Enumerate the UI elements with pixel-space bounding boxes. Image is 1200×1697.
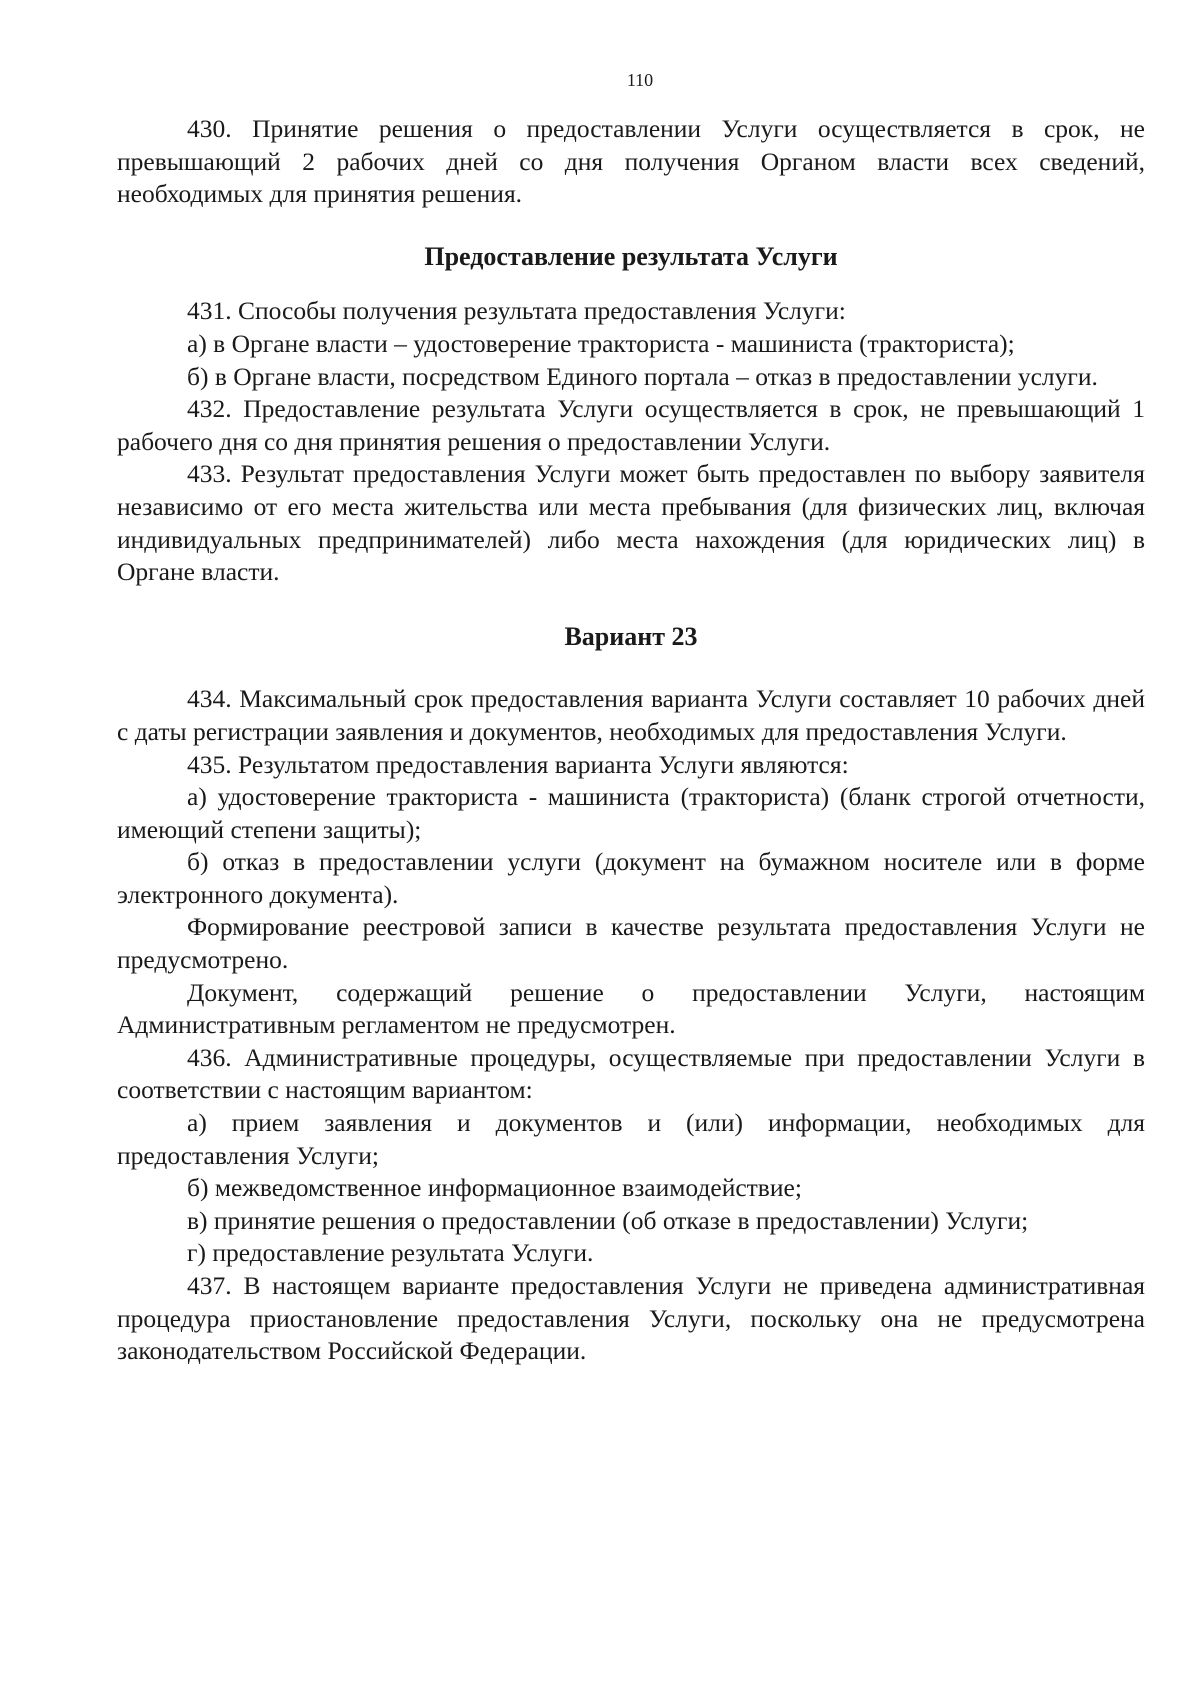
list-item-435-b: б) отказ в предоставлении услуги (документ на бумажном носителе или в форме электронного документа). [117, 847, 1145, 909]
list-item-436-a: а) прием заявления и документов и (или) информации, необходимых для предоставления Услуги; [117, 1108, 1145, 1170]
section-heading-result: Предоставление результата Услуги [424, 241, 838, 271]
paragraph-registry-record: Формирование реестровой записи в качестве результата предоставления Услуги не предусмотрено. [117, 912, 1145, 975]
paragraph-434: 434. Максимальный срок предоставления варианта Услуги составляет 10 рабочих дней с даты регистрации заявления и документов, необходимых для предоставления Услуги. [117, 684, 1145, 746]
paragraph-431: 431. Способы получения результата предоставления Услуги: [187, 296, 846, 326]
paragraph-433: 433. Результат предоставления Услуги может быть предоставлен по выбору заявителя независимо от его места жительства или места пребывания (для физических лиц, включая индивидуальных предпринимателей) либо места нахождения (для юридических лиц) в Органе власти. [117, 459, 1145, 587]
document-body [117, 113, 1145, 1368]
paragraph-decision-document: Документ, содержащий решение о предоставлении Услуги, настоящим Административным регламентом не предусмотрен. [117, 977, 1145, 1040]
section-heading-variant-23: Вариант 23 [564, 621, 698, 651]
list-item-431-b: б) в Органе власти, посредством Единого портала – отказ в предоставлении услуги. [187, 361, 1098, 391]
paragraph-430: 430. Принятие решения о предоставлении Услуги осуществляется в срок, не превышающий 2 рабочих дней со дня получения Органом власти всех сведений, необходимых для принятия решения. [117, 114, 1145, 209]
list-item-435-a: а) удостоверение тракториста - машиниста (тракториста) (бланк строгой отчетности, имеющий степени защиты); [117, 782, 1145, 844]
paragraph-435: 435. Результатом предоставления варианта Услуги являются: [187, 749, 849, 779]
paragraph-437: 437. В настоящем варианте предоставления Услуги не приведена административная процедура приостановление предоставления Услуги, поскольку она не предусмотрена законодательством Российской Федерации. [117, 1271, 1145, 1366]
paragraph-432: 432. Предоставление результата Услуги осуществляется в срок, не превышающий 1 рабочего дня со дня принятия решения о предоставлении Услуги. [117, 394, 1145, 456]
list-item-431-a: а) в Органе власти – удостоверение тракториста - машиниста (тракториста); [187, 328, 1015, 358]
list-item-436-d: г) предоставление результата Услуги. [187, 1238, 594, 1268]
page-number: 110 [626, 70, 654, 90]
list-item-436-c: в) принятие решения о предоставлении (об отказе в предоставлении) Услуги; [187, 1205, 1029, 1235]
list-item-436-b: б) межведомственное информационное взаимодействие; [187, 1173, 802, 1203]
paragraph-436: 436. Административные процедуры, осуществляемые при предоставлении Услуги в соответствии с настоящим вариантом: [117, 1042, 1145, 1105]
